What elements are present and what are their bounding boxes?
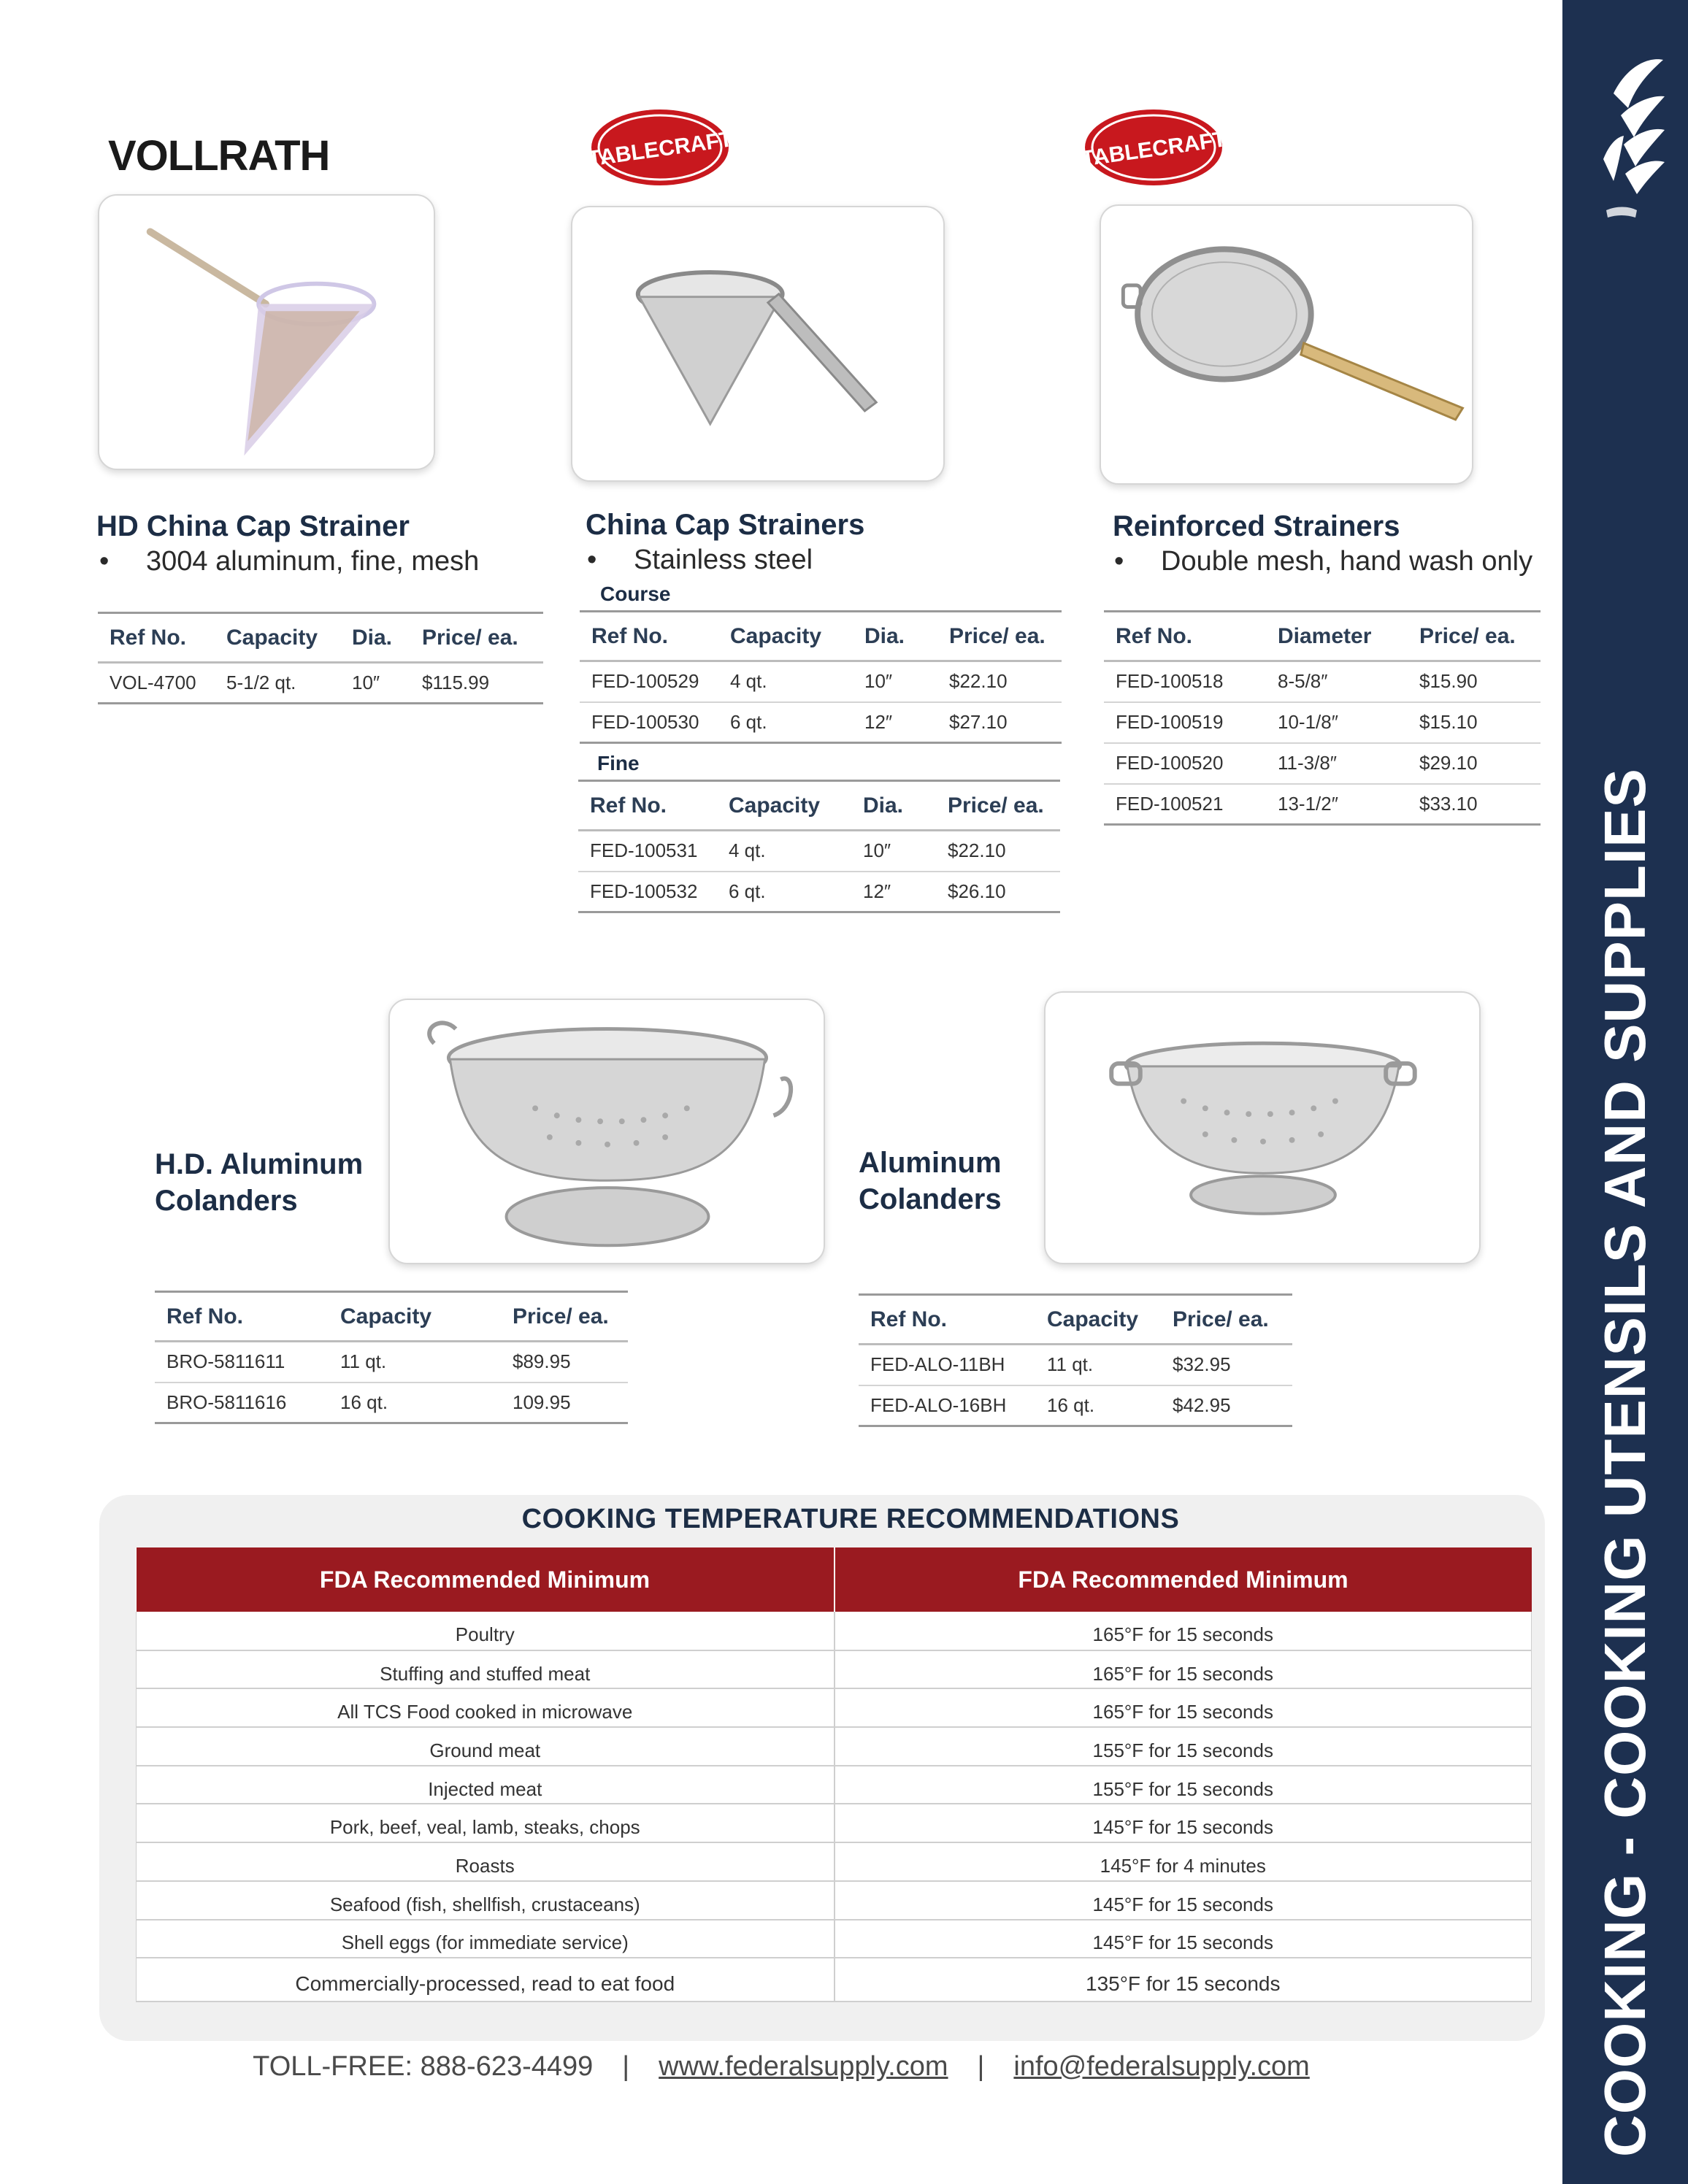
table-cell: 5-1/2 qt. [215, 663, 340, 704]
table-cell: 10″ [851, 831, 936, 872]
table-cell: FED-100529 [580, 661, 718, 702]
table-cell: $89.95 [501, 1342, 628, 1383]
spec-table-colanders [859, 1293, 1292, 1427]
table-row [137, 1727, 1532, 1766]
table-cell: FED-100532 [578, 872, 717, 912]
title-line: Aluminum [859, 1147, 1002, 1179]
table-row [137, 1842, 1532, 1881]
table-row [580, 661, 1062, 702]
column-header: Ref No. [578, 781, 717, 831]
table-cell: 12″ [853, 702, 937, 743]
table-cell: $27.10 [937, 702, 1062, 743]
table-cell: 10″ [853, 661, 937, 702]
temperature-title: COOKING TEMPERATURE RECOMMENDATIONS [521, 1504, 1180, 1534]
sublabel-fine: Fine [597, 752, 640, 774]
column-header: Price/ ea. [1408, 612, 1541, 661]
table-cell: FED-100519 [1104, 702, 1266, 743]
table-cell: BRO-5811616 [155, 1383, 329, 1423]
table-row [578, 872, 1060, 912]
table-cell: 4 qt. [717, 831, 851, 872]
title-line: H.D. Aluminum [155, 1148, 364, 1180]
table-cell: BRO-5811611 [155, 1342, 329, 1383]
column-header: Dia. [851, 781, 936, 831]
table-cell: FED-ALO-16BH [859, 1385, 1035, 1426]
column-header: Capacity [717, 781, 851, 831]
product-bullet: • 3004 aluminum, fine, mesh [99, 546, 480, 577]
table-row [137, 1612, 1532, 1650]
product-title-colanders [859, 1145, 1002, 1218]
table-cell: 12″ [851, 872, 936, 912]
table-cell: $42.95 [1161, 1385, 1292, 1426]
tablecraft-logo-text: TABLECRAFT [588, 127, 732, 172]
table-row [580, 702, 1062, 743]
aluminum-colander-photo [1044, 991, 1481, 1264]
spec-table-china-cap-course [580, 610, 1062, 744]
column-header: Capacity [215, 613, 340, 663]
table-cell: 16 qt. [329, 1383, 501, 1423]
column-header: Price/ ea. [936, 781, 1060, 831]
column-header: FDA Recommended Minimum [137, 1547, 835, 1612]
column-header: Ref No. [859, 1295, 1035, 1345]
vollrath-logo: VOLLRATH [108, 132, 330, 180]
table-row [137, 1804, 1532, 1842]
column-header: Ref No. [155, 1292, 329, 1342]
table-header-row [580, 612, 1062, 661]
table-row [137, 1958, 1532, 2002]
table-cell: 165°F for 15 seconds [835, 1688, 1532, 1727]
column-header: Price/ ea. [1161, 1295, 1292, 1345]
table-cell: Shell eggs (for immediate service) [137, 1920, 835, 1958]
table-row [1104, 784, 1541, 825]
table-cell: $115.99 [410, 663, 543, 704]
table-cell: 13-1/2″ [1266, 784, 1408, 825]
table-cell: Ground meat [137, 1727, 835, 1766]
table-cell: FED-100520 [1104, 743, 1266, 784]
column-header: Capacity [1035, 1295, 1161, 1345]
column-header: Price/ ea. [410, 613, 543, 663]
footer-email-link[interactable]: info@federalsupply.com [1013, 2051, 1310, 2082]
hd-colander-photo [388, 999, 825, 1264]
table-row [859, 1385, 1292, 1426]
footer-separator: | [622, 2051, 630, 2082]
sublabel-course: Course [600, 582, 671, 605]
table-header-row [137, 1547, 1532, 1612]
table-cell: Injected meat [137, 1766, 835, 1804]
product-title-china-cap: China Cap Strainers [586, 509, 865, 541]
product-title-hd-colanders [155, 1146, 363, 1219]
table-cell: 145°F for 15 seconds [835, 1920, 1532, 1958]
table-cell: 16 qt. [1035, 1385, 1161, 1426]
table-cell: 165°F for 15 seconds [835, 1612, 1532, 1650]
table-cell: $22.10 [936, 831, 1060, 872]
spec-table-china-cap-fine [578, 780, 1060, 913]
temperature-table [136, 1547, 1532, 2002]
table-header-row [1104, 612, 1541, 661]
table-row [98, 663, 543, 704]
table-row [859, 1345, 1292, 1385]
table-cell: Poultry [137, 1612, 835, 1650]
table-cell: 109.95 [501, 1383, 628, 1423]
table-row [137, 1766, 1532, 1804]
product-title-reinforced: Reinforced Strainers [1113, 510, 1400, 542]
table-cell: $15.10 [1408, 702, 1541, 743]
eagle-flag-icon [1599, 50, 1665, 254]
column-header: Price/ ea. [501, 1292, 628, 1342]
table-row [137, 1881, 1532, 1920]
spec-table-hd-colanders [155, 1291, 628, 1424]
table-cell: 11 qt. [329, 1342, 501, 1383]
china-cap-photo [571, 206, 945, 482]
table-cell: Commercially-processed, read to eat food [137, 1958, 835, 2002]
table-cell: 145°F for 4 minutes [835, 1842, 1532, 1881]
table-row [137, 1650, 1532, 1689]
table-cell: FED-ALO-11BH [859, 1345, 1035, 1385]
table-row [1104, 743, 1541, 784]
title-line: Colanders [859, 1183, 1002, 1215]
table-cell: All TCS Food cooked in microwave [137, 1688, 835, 1727]
table-header-row [859, 1295, 1292, 1345]
table-cell: 145°F for 15 seconds [835, 1881, 1532, 1920]
table-cell: 4 qt. [718, 661, 853, 702]
table-cell: $26.10 [936, 872, 1060, 912]
table-cell: FED-100531 [578, 831, 717, 872]
tablecraft-logo [588, 107, 732, 188]
spec-table-reinforced [1104, 610, 1541, 826]
product-title-hd-china-cap: HD China Cap Strainer [96, 510, 410, 542]
table-row [137, 1920, 1532, 1958]
column-header: Capacity [718, 612, 853, 661]
footer-separator: | [977, 2051, 985, 2082]
table-cell: 8-5/8″ [1266, 661, 1408, 702]
column-header: Dia. [340, 613, 410, 663]
sidebar [1562, 0, 1688, 2184]
table-cell: FED-100518 [1104, 661, 1266, 702]
table-row [155, 1383, 628, 1423]
column-header: Capacity [329, 1292, 501, 1342]
product-bullet: • Double mesh, hand wash only [1114, 546, 1533, 577]
table-row [1104, 702, 1541, 743]
table-cell: 165°F for 15 seconds [835, 1650, 1532, 1689]
table-cell: Seafood (fish, shellfish, crustaceans) [137, 1881, 835, 1920]
table-cell: 11-3/8″ [1266, 743, 1408, 784]
table-cell: FED-100530 [580, 702, 718, 743]
product-bullet: • Stainless steel [587, 545, 813, 575]
table-cell: 6 qt. [717, 872, 851, 912]
table-row [1104, 661, 1541, 702]
table-cell: $32.95 [1161, 1345, 1292, 1385]
table-cell: $33.10 [1408, 784, 1541, 825]
hd-china-cap-photo [98, 194, 435, 470]
table-cell: FED-100521 [1104, 784, 1266, 825]
table-cell: 155°F for 15 seconds [835, 1727, 1532, 1766]
table-cell: 6 qt. [718, 702, 853, 743]
table-cell: 11 qt. [1035, 1345, 1161, 1385]
sidebar-vertical-title: COOKING - COOKING UTENSILS AND SUPPLIES [1592, 768, 1657, 2157]
table-cell: $29.10 [1408, 743, 1541, 784]
table-cell: $15.90 [1408, 661, 1541, 702]
table-header-row [578, 781, 1060, 831]
table-cell: VOL-4700 [98, 663, 215, 704]
table-cell: Stuffing and stuffed meat [137, 1650, 835, 1689]
table-cell: 155°F for 15 seconds [835, 1766, 1532, 1804]
table-row [155, 1342, 628, 1383]
column-header: Ref No. [580, 612, 718, 661]
footer [0, 2051, 1562, 2083]
table-cell: Pork, beef, veal, lamb, steaks, chops [137, 1804, 835, 1842]
table-cell: $22.10 [937, 661, 1062, 702]
table-header-row [155, 1292, 628, 1342]
column-header: FDA Recommended Minimum [835, 1547, 1532, 1612]
column-header: Ref No. [98, 613, 215, 663]
table-cell: 10-1/8″ [1266, 702, 1408, 743]
column-header: Ref No. [1104, 612, 1266, 661]
table-cell: 145°F for 15 seconds [835, 1804, 1532, 1842]
tablecraft-logo-text: TABLECRAFT [1082, 127, 1225, 172]
reinforced-strainer-photo [1100, 204, 1473, 485]
table-header-row [98, 613, 543, 663]
table-cell: 10″ [340, 663, 410, 704]
column-header: Diameter [1266, 612, 1408, 661]
column-header: Dia. [853, 612, 937, 661]
title-line: Colanders [155, 1185, 298, 1217]
table-cell: Roasts [137, 1842, 835, 1881]
tablecraft-logo [1082, 107, 1225, 188]
table-cell: 135°F for 15 seconds [835, 1958, 1532, 2002]
table-row [578, 831, 1060, 872]
footer-phone: TOLL-FREE: 888-623-4499 [253, 2051, 594, 2082]
footer-website-link[interactable]: www.federalsupply.com [659, 2051, 948, 2082]
column-header: Price/ ea. [937, 612, 1062, 661]
table-row [137, 1688, 1532, 1727]
spec-table-hd-china-cap [98, 612, 543, 704]
